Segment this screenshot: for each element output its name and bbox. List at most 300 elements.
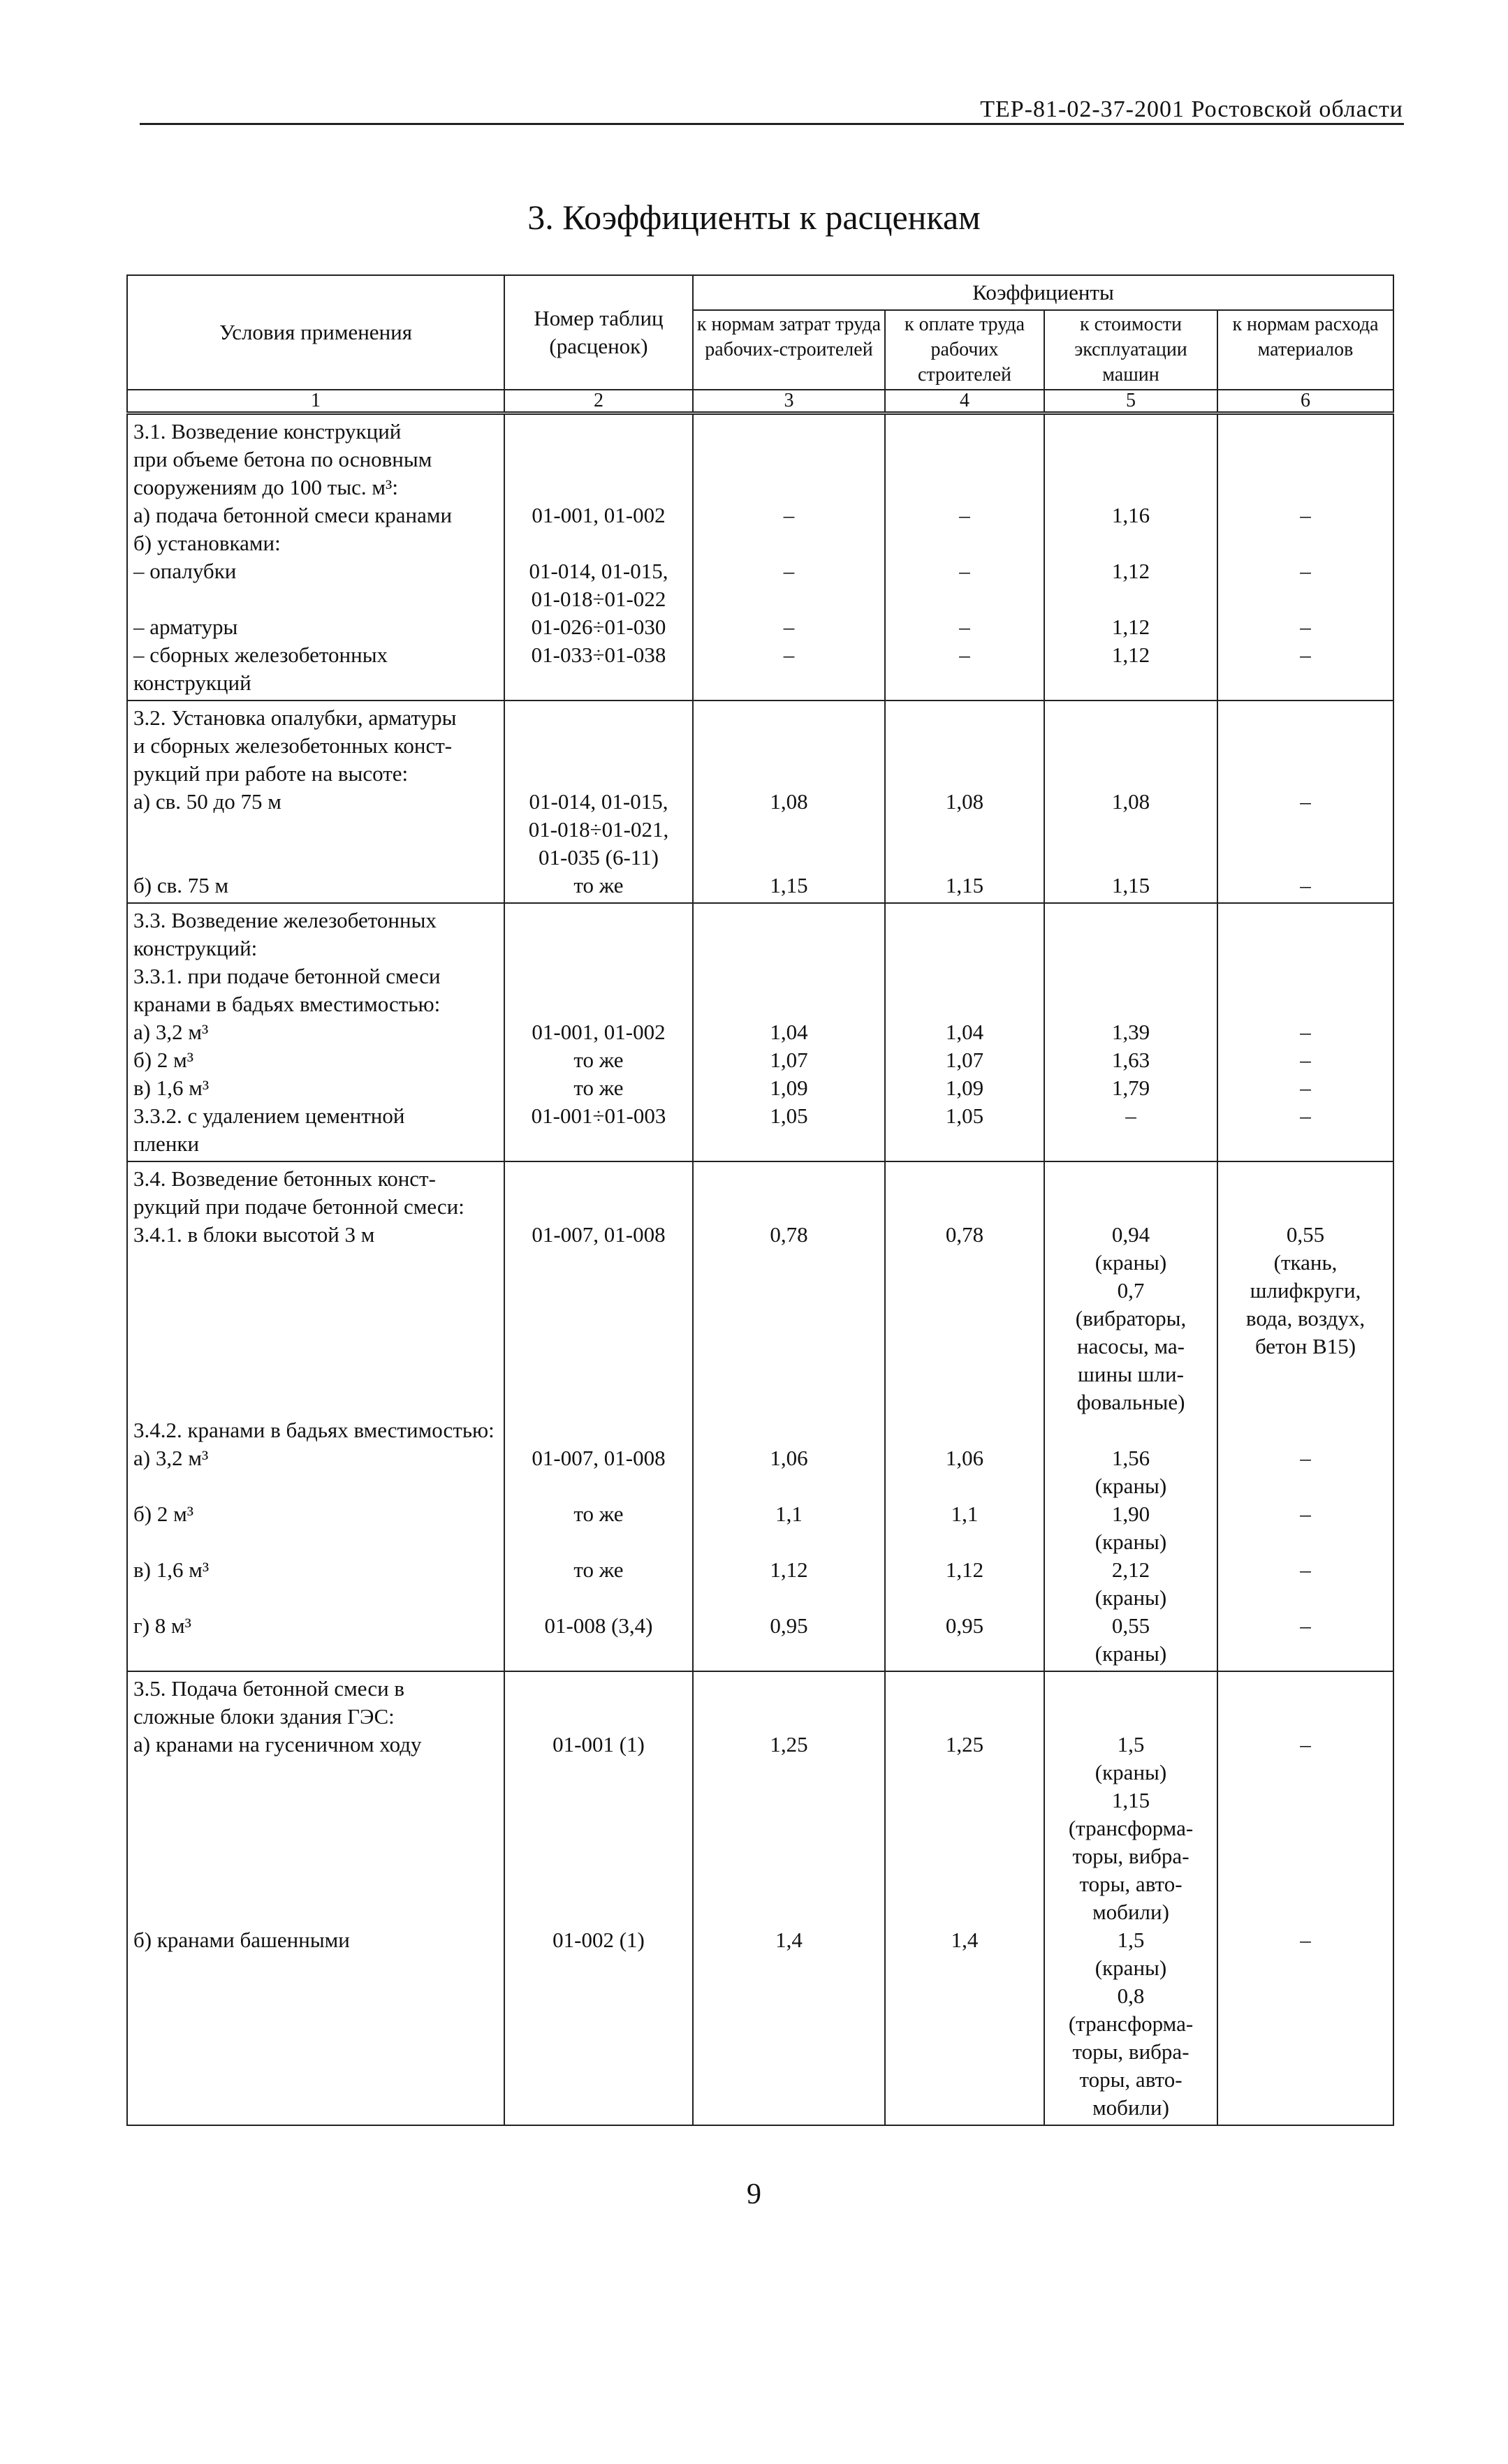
- cell-line: –: [1300, 1557, 1311, 1582]
- cell-spacer: [1224, 418, 1387, 446]
- coefficients-table: [126, 274, 1394, 2126]
- page-title: 3. Коэффициенты к расценкам: [527, 198, 981, 237]
- cell-spacer: [891, 2010, 1038, 2038]
- cell-c1: [127, 903, 504, 1161]
- cell-spacer: [1224, 1703, 1387, 1731]
- cell-spacer: [891, 1361, 1038, 1388]
- cell-line: 1,90: [1111, 1502, 1150, 1526]
- cell-spacer: [891, 1787, 1038, 1814]
- cell-line: вода, воздух,: [1245, 1306, 1366, 1330]
- cell-spacer: [1224, 1416, 1387, 1444]
- cell-spacer: [511, 1472, 687, 1500]
- cell-spacer: [1224, 1584, 1387, 1612]
- cell-spacer: [133, 1277, 498, 1305]
- cell-spacer: [511, 907, 687, 934]
- cell-line: –: [1300, 1732, 1311, 1757]
- cell-line: 01-014, 01-015,: [529, 559, 668, 583]
- cell-spacer: [511, 1640, 687, 1668]
- cell-spacer: [699, 1584, 879, 1612]
- cell-line: (трансформа-: [1068, 1816, 1194, 1840]
- cell-spacer: [891, 1640, 1038, 1668]
- cell-c4: [885, 1671, 1044, 2125]
- cell-line: 1,12: [1111, 559, 1150, 583]
- cell-line: 3.1. Возведение конструкций: [133, 419, 402, 443]
- cell-spacer: [699, 1759, 879, 1787]
- cell-spacer: [1224, 2094, 1387, 2122]
- cell-spacer: [1224, 1640, 1387, 1668]
- cell-line: конструкций:: [133, 936, 258, 960]
- cell-spacer: [699, 1333, 879, 1361]
- cell-line: 1,15: [945, 873, 984, 897]
- cell-line: 1,04: [770, 1020, 808, 1044]
- column-number: 6: [1217, 390, 1393, 413]
- cell-line: – арматуры: [133, 615, 238, 639]
- column-number: 1: [127, 390, 504, 413]
- cell-line: 1,12: [1111, 643, 1150, 667]
- cell-spacer: [891, 704, 1038, 732]
- cell-line: мобили): [1092, 2095, 1169, 2120]
- cell-line: 1,15: [1111, 1788, 1150, 1812]
- cell-spacer: [1051, 446, 1211, 474]
- cell-spacer: [891, 990, 1038, 1018]
- cell-line: а) кранами на гусеничном ходу: [133, 1732, 422, 1757]
- cell-spacer: [511, 1333, 687, 1361]
- cell-line: 3.5. Подача бетонной смеси в: [133, 1676, 405, 1701]
- cell-line: 0,94: [1111, 1222, 1150, 1247]
- cell-spacer: [891, 1528, 1038, 1556]
- cell-line: а) подача бетонной смеси кранами: [133, 503, 453, 527]
- cell-line: 01-033÷01-038: [531, 643, 666, 667]
- cell-line: 1,09: [945, 1076, 984, 1100]
- cell-spacer: [133, 2094, 498, 2122]
- cell-line: 1,1: [951, 1502, 979, 1526]
- cell-spacer: [133, 1640, 498, 1668]
- cell-spacer: [1224, 934, 1387, 962]
- cell-spacer: [1224, 446, 1387, 474]
- cell-spacer: [891, 844, 1038, 872]
- cell-line: 01-018÷01-021,: [528, 817, 669, 842]
- cell-spacer: [699, 1675, 879, 1703]
- cell-c5: [1044, 701, 1217, 903]
- cell-spacer: [511, 1277, 687, 1305]
- cell-spacer: [511, 2094, 687, 2122]
- cell-spacer: [133, 1982, 498, 2010]
- cell-spacer: [891, 1277, 1038, 1305]
- cell-spacer: [699, 1361, 879, 1388]
- cell-line: 01-018÷01-022: [531, 587, 666, 611]
- cell-line: торы, вибра-: [1072, 1844, 1189, 1868]
- cell-line: 01-026÷01-030: [531, 615, 666, 639]
- cell-spacer: [1224, 1954, 1387, 1982]
- cell-spacer: [891, 1333, 1038, 1361]
- cell-spacer: [511, 1305, 687, 1333]
- column-number: 5: [1044, 390, 1217, 413]
- cell-spacer: [699, 962, 879, 990]
- cell-spacer: [1051, 907, 1211, 934]
- cell-spacer: [1051, 962, 1211, 990]
- cell-line: 1,05: [945, 1103, 984, 1128]
- cell-line: рукций при подаче бетонной смеси:: [133, 1194, 464, 1219]
- cell-spacer: [891, 1416, 1038, 1444]
- cell-spacer: [699, 474, 879, 501]
- cell-spacer: [891, 2066, 1038, 2094]
- cell-line: (краны): [1095, 1641, 1167, 1666]
- cell-spacer: [1224, 1361, 1387, 1388]
- cell-line: –: [1300, 1048, 1311, 1072]
- cell-line: г) 8 м³: [133, 1613, 191, 1638]
- cell-spacer: [1224, 2010, 1387, 2038]
- cell-line: –: [783, 503, 795, 527]
- cell-c3: [693, 701, 885, 903]
- cell-spacer: [699, 669, 879, 697]
- cell-line: 3.2. Установка опалубки, арматуры: [133, 705, 457, 730]
- cell-spacer: [1224, 474, 1387, 501]
- cell-line: б) 2 м³: [133, 1048, 194, 1072]
- cell-line: –: [1300, 559, 1311, 583]
- table-row: [127, 1161, 1393, 1671]
- cell-spacer: [511, 529, 687, 557]
- cell-line: (краны): [1095, 1530, 1167, 1554]
- cell-spacer: [511, 1130, 687, 1158]
- cell-spacer: [1224, 1388, 1387, 1416]
- cell-spacer: [511, 990, 687, 1018]
- cell-spacer: [133, 1361, 498, 1388]
- cell-spacer: [1224, 962, 1387, 990]
- cell-spacer: [699, 816, 879, 844]
- cell-spacer: [133, 1388, 498, 1416]
- cell-spacer: [511, 1528, 687, 1556]
- cell-spacer: [1224, 1898, 1387, 1926]
- cell-spacer: [511, 704, 687, 732]
- cell-line: (вибраторы,: [1075, 1306, 1187, 1330]
- cell-line: 01-008 (3,4): [544, 1613, 653, 1638]
- cell-line: –: [959, 559, 970, 583]
- cell-spacer: [511, 2066, 687, 2094]
- cell-spacer: [1051, 816, 1211, 844]
- cell-spacer: [699, 1193, 879, 1221]
- cell-spacer: [699, 2094, 879, 2122]
- cell-spacer: [699, 1954, 879, 1982]
- cell-spacer: [1224, 704, 1387, 732]
- header-labor-costs: к нормам затрат труда рабочих-строителей: [693, 310, 885, 390]
- cell-c6: [1217, 1161, 1393, 1671]
- cell-c5: [1044, 903, 1217, 1161]
- cell-c4: [885, 1161, 1044, 1671]
- cell-line: 01-001 (1): [552, 1732, 645, 1757]
- cell-spacer: [699, 1814, 879, 1842]
- cell-spacer: [1051, 474, 1211, 501]
- cell-spacer: [891, 1703, 1038, 1731]
- cell-line: 1,12: [945, 1557, 984, 1582]
- cell-line: то же: [573, 873, 624, 897]
- cell-spacer: [1224, 1982, 1387, 2010]
- cell-spacer: [1051, 1416, 1211, 1444]
- cell-spacer: [1224, 1814, 1387, 1842]
- cell-spacer: [891, 1675, 1038, 1703]
- cell-spacer: [1224, 1528, 1387, 1556]
- cell-spacer: [1224, 1472, 1387, 1500]
- cell-spacer: [511, 474, 687, 501]
- cell-spacer: [511, 1787, 687, 1814]
- cell-line: фовальные): [1076, 1390, 1185, 1414]
- cell-spacer: [511, 1982, 687, 2010]
- cell-spacer: [133, 1870, 498, 1898]
- cell-line: 1,16: [1111, 503, 1150, 527]
- cell-spacer: [133, 1898, 498, 1926]
- cell-spacer: [891, 1870, 1038, 1898]
- cell-spacer: [133, 1333, 498, 1361]
- cell-spacer: [891, 1130, 1038, 1158]
- cell-line: (краны): [1095, 1250, 1167, 1275]
- header-labor-pay: к оплате труда рабочих строителей: [885, 310, 1044, 390]
- cell-spacer: [511, 2038, 687, 2066]
- table-row: [127, 903, 1393, 1161]
- cell-spacer: [891, 760, 1038, 788]
- cell-line: 1,07: [770, 1048, 808, 1072]
- cell-line: (ткань,: [1273, 1250, 1338, 1275]
- cell-line: 1,5: [1117, 1732, 1145, 1757]
- cell-line: кранами в бадьях вместимостью:: [133, 992, 441, 1016]
- cell-line: 01-007, 01-008: [532, 1222, 666, 1247]
- cell-line: 1,56: [1111, 1446, 1150, 1470]
- cell-spacer: [699, 1898, 879, 1926]
- cell-spacer: [1224, 1842, 1387, 1870]
- cell-line: в) 1,6 м³: [133, 1076, 210, 1100]
- cell-line: 0,95: [770, 1613, 808, 1638]
- cell-spacer: [1224, 907, 1387, 934]
- header-material-norms: к нормам расхода материалов: [1217, 310, 1393, 390]
- cell-spacer: [891, 1193, 1038, 1221]
- cell-line: –: [959, 615, 970, 639]
- cell-spacer: [1224, 669, 1387, 697]
- cell-line: 1,1: [775, 1502, 803, 1526]
- cell-spacer: [511, 934, 687, 962]
- cell-spacer: [1224, 1870, 1387, 1898]
- cell-c2: [504, 1161, 693, 1671]
- cell-spacer: [133, 1759, 498, 1787]
- cell-spacer: [891, 1584, 1038, 1612]
- cell-line: 3.4.1. в блоки высотой 3 м: [133, 1222, 375, 1247]
- cell-line: (краны): [1095, 1585, 1167, 1610]
- cell-spacer: [133, 1954, 498, 1982]
- cell-spacer: [891, 1759, 1038, 1787]
- cell-spacer: [891, 732, 1038, 760]
- cell-line: а) св. 50 до 75 м: [133, 789, 281, 814]
- cell-line: торы, авто-: [1079, 2067, 1183, 2092]
- cell-spacer: [891, 2038, 1038, 2066]
- cell-spacer: [699, 529, 879, 557]
- cell-spacer: [891, 907, 1038, 934]
- cell-spacer: [699, 1130, 879, 1158]
- cell-spacer: [1224, 816, 1387, 844]
- cell-line: –: [1300, 1076, 1311, 1100]
- cell-spacer: [699, 760, 879, 788]
- cell-spacer: [1051, 585, 1211, 613]
- cell-spacer: [699, 1472, 879, 1500]
- cell-spacer: [1224, 844, 1387, 872]
- page-number: 9: [747, 2178, 761, 2210]
- cell-line: 1,12: [770, 1557, 808, 1582]
- cell-line: 1,39: [1111, 1020, 1150, 1044]
- cell-line: 1,63: [1111, 1048, 1150, 1072]
- table-row: [127, 701, 1393, 903]
- cell-spacer: [891, 962, 1038, 990]
- cell-spacer: [891, 1814, 1038, 1842]
- cell-c3: [693, 1671, 885, 2125]
- cell-spacer: [699, 732, 879, 760]
- cell-spacer: [891, 1388, 1038, 1416]
- cell-spacer: [511, 1249, 687, 1277]
- cell-spacer: [1051, 704, 1211, 732]
- cell-spacer: [133, 1814, 498, 1842]
- cell-line: 1,07: [945, 1048, 984, 1072]
- cell-line: 3.3.1. при подаче бетонной смеси: [133, 964, 441, 988]
- cell-line: б) кранами башенными: [133, 1928, 350, 1952]
- cell-line: –: [783, 643, 795, 667]
- cell-spacer: [511, 1165, 687, 1193]
- cell-line: –: [959, 503, 970, 527]
- cell-line: –: [959, 643, 970, 667]
- cell-spacer: [1224, 2038, 1387, 2066]
- cell-spacer: [1224, 1165, 1387, 1193]
- column-number: 3: [693, 390, 885, 413]
- cell-line: 1,4: [951, 1928, 979, 1952]
- cell-spacer: [1051, 1193, 1211, 1221]
- header-conditions: Условия применения: [127, 275, 504, 390]
- cell-line: (краны): [1095, 1956, 1167, 1980]
- cell-spacer: [699, 585, 879, 613]
- header-table-numbers: Номер таблиц (расценок): [504, 275, 693, 390]
- cell-line: б) св. 75 м: [133, 873, 229, 897]
- cell-c1: [127, 413, 504, 701]
- cell-spacer: [699, 1842, 879, 1870]
- cell-spacer: [1224, 1193, 1387, 1221]
- cell-line: рукций при работе на высоте:: [133, 761, 409, 786]
- column-number-row: [127, 390, 1393, 413]
- cell-spacer: [1224, 2066, 1387, 2094]
- cell-line: и сборных железобетонных конст-: [133, 733, 453, 758]
- cell-line: 3.3.2. с удалением цементной: [133, 1103, 405, 1128]
- cell-line: –: [1125, 1103, 1136, 1128]
- cell-spacer: [133, 2010, 498, 2038]
- cell-spacer: [511, 1584, 687, 1612]
- cell-line: –: [783, 615, 795, 639]
- cell-spacer: [1051, 934, 1211, 962]
- cell-spacer: [699, 907, 879, 934]
- cell-line: конструкций: [133, 670, 251, 695]
- cell-spacer: [511, 1361, 687, 1388]
- cell-spacer: [891, 1954, 1038, 1982]
- cell-line: 0,55: [1111, 1613, 1150, 1638]
- cell-spacer: [511, 1675, 687, 1703]
- cell-c1: [127, 701, 504, 903]
- cell-spacer: [1224, 1675, 1387, 1703]
- cell-spacer: [133, 1249, 498, 1277]
- cell-line: насосы, ма-: [1077, 1334, 1185, 1358]
- cell-line: 0,55: [1286, 1222, 1325, 1247]
- cell-line: (трансформа-: [1068, 2011, 1194, 2036]
- cell-spacer: [511, 1814, 687, 1842]
- cell-line: 0,95: [945, 1613, 984, 1638]
- cell-spacer: [133, 816, 498, 844]
- cell-line: –: [1300, 643, 1311, 667]
- header-coefficients: Коэффициенты: [693, 275, 1393, 310]
- cell-spacer: [133, 585, 498, 613]
- cell-line: б) 2 м³: [133, 1502, 194, 1526]
- cell-c6: [1217, 701, 1393, 903]
- cell-spacer: [699, 704, 879, 732]
- cell-line: б) установками:: [133, 531, 281, 555]
- cell-spacer: [699, 844, 879, 872]
- cell-spacer: [1051, 1703, 1211, 1731]
- cell-c3: [693, 1161, 885, 1671]
- cell-c6: [1217, 1671, 1393, 2125]
- cell-c2: [504, 701, 693, 903]
- column-number: 2: [504, 390, 693, 413]
- cell-c1: [127, 1161, 504, 1671]
- cell-spacer: [511, 732, 687, 760]
- cell-spacer: [891, 934, 1038, 962]
- cell-spacer: [699, 1787, 879, 1814]
- cell-spacer: [699, 990, 879, 1018]
- cell-line: 1,04: [945, 1020, 984, 1044]
- cell-line: а) 3,2 м³: [133, 1020, 209, 1044]
- cell-line: 1,79: [1111, 1076, 1150, 1100]
- cell-spacer: [1051, 1130, 1211, 1158]
- cell-spacer: [511, 1416, 687, 1444]
- cell-line: –: [1300, 503, 1311, 527]
- cell-line: 1,09: [770, 1076, 808, 1100]
- cell-line: 01-001, 01-002: [532, 503, 666, 527]
- cell-line: 3.3. Возведение железобетонных: [133, 908, 437, 932]
- cell-spacer: [511, 1954, 687, 1982]
- cell-line: 3.4. Возведение бетонных конст-: [133, 1166, 436, 1191]
- cell-spacer: [511, 1759, 687, 1787]
- cell-c4: [885, 413, 1044, 701]
- cell-line: –: [1300, 1020, 1311, 1044]
- cell-spacer: [1051, 1675, 1211, 1703]
- cell-spacer: [891, 1472, 1038, 1500]
- cell-line: 1,05: [770, 1103, 808, 1128]
- cell-line: –: [1300, 1446, 1311, 1470]
- cell-spacer: [511, 418, 687, 446]
- cell-line: 0,78: [770, 1222, 808, 1247]
- cell-line: мобили): [1092, 1900, 1169, 1924]
- cell-line: 2,12: [1111, 1557, 1150, 1582]
- cell-line: 01-035 (6-11): [539, 845, 659, 870]
- cell-line: 1,06: [945, 1446, 984, 1470]
- cell-spacer: [1224, 529, 1387, 557]
- cell-spacer: [1224, 585, 1387, 613]
- cell-spacer: [133, 1472, 498, 1500]
- cell-spacer: [891, 816, 1038, 844]
- cell-line: 1,5: [1117, 1928, 1145, 1952]
- cell-spacer: [699, 2038, 879, 2066]
- cell-spacer: [133, 1842, 498, 1870]
- cell-spacer: [1224, 1787, 1387, 1814]
- cell-spacer: [1051, 1165, 1211, 1193]
- cell-spacer: [891, 1305, 1038, 1333]
- cell-spacer: [1224, 1759, 1387, 1787]
- cell-line: – опалубки: [133, 559, 237, 583]
- cell-line: 1,15: [1111, 873, 1150, 897]
- cell-spacer: [511, 962, 687, 990]
- cell-line: 01-001÷01-003: [531, 1103, 666, 1128]
- cell-line: –: [1300, 873, 1311, 897]
- cell-spacer: [699, 1277, 879, 1305]
- cell-spacer: [891, 585, 1038, 613]
- cell-c2: [504, 903, 693, 1161]
